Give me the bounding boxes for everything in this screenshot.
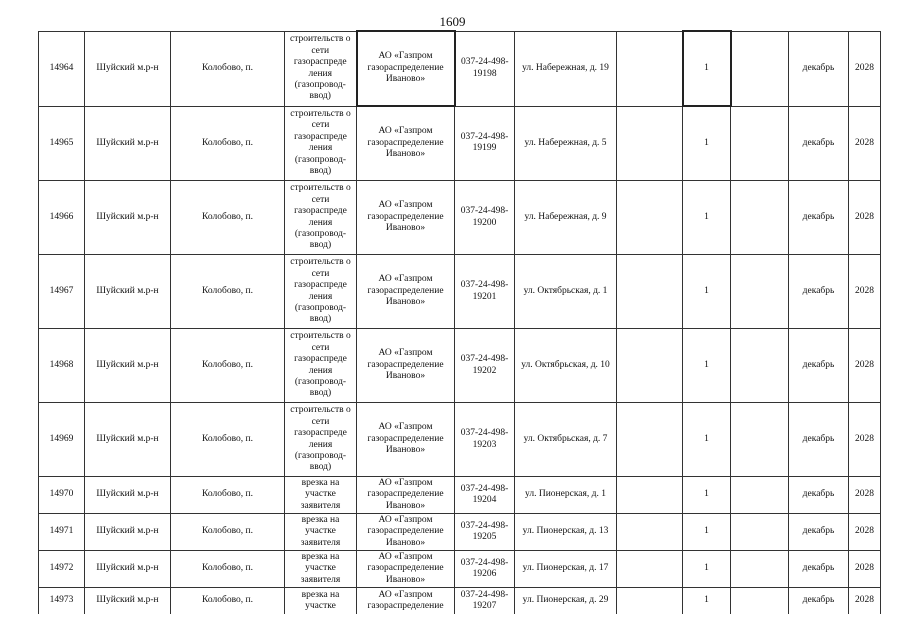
locality-cell: Колобово, п.	[171, 106, 285, 181]
district-cell: Шуйский м.р-н	[85, 31, 171, 106]
row-id: 14969	[39, 403, 85, 477]
row-id: 14972	[39, 551, 85, 588]
work-type-cell: врезка на участке заявителя	[285, 477, 357, 514]
empty-cell	[731, 588, 789, 615]
year-cell: 2028	[849, 255, 881, 329]
month-cell: декабрь	[789, 588, 849, 615]
empty-cell	[731, 329, 789, 403]
table-row	[39, 181, 881, 255]
empty-cell	[617, 551, 683, 588]
locality-cell: Колобово, п.	[171, 551, 285, 588]
year-cell: 2028	[849, 588, 881, 615]
organization-cell: АО «Газпром газораспределение Иваново»	[357, 106, 455, 181]
month-cell: декабрь	[789, 106, 849, 181]
row-id: 14967	[39, 255, 85, 329]
locality-cell: Колобово, п.	[171, 329, 285, 403]
table-row	[39, 255, 881, 329]
empty-cell	[617, 181, 683, 255]
work-type-cell: строительств о сети газораспреде ления (газопровод-ввод)	[285, 255, 357, 329]
organization-cell: АО «Газпром газораспределение Иваново»	[357, 551, 455, 588]
year-cell: 2028	[849, 477, 881, 514]
district-cell: Шуйский м.р-н	[85, 551, 171, 588]
organization-cell: АО «Газпром газораспределение	[357, 588, 455, 615]
year-cell: 2028	[849, 31, 881, 106]
registry-code-cell: 037-24-498-19204	[455, 477, 515, 514]
district-cell: Шуйский м.р-н	[85, 329, 171, 403]
organization-cell: АО «Газпром газораспределение Иваново»	[357, 255, 455, 329]
work-type-cell: строительств о сети газораспреде ления (газопровод-ввод)	[285, 31, 357, 106]
month-cell: декабрь	[789, 31, 849, 106]
empty-cell	[731, 403, 789, 477]
empty-cell	[617, 31, 683, 106]
empty-cell	[731, 106, 789, 181]
quantity-cell: 1	[683, 588, 731, 615]
year-cell: 2028	[849, 181, 881, 255]
quantity-cell: 1	[683, 255, 731, 329]
month-cell: декабрь	[789, 255, 849, 329]
page-number: 1609	[439, 14, 466, 29]
organization-cell: АО «Газпром газораспределение Иваново»	[357, 181, 455, 255]
registry-code-cell: 037-24-498-19207	[455, 588, 515, 615]
address-cell: ул. Пионерская, д. 13	[515, 514, 617, 551]
quantity-cell: 1	[683, 477, 731, 514]
empty-cell	[617, 329, 683, 403]
district-cell: Шуйский м.р-н	[85, 106, 171, 181]
locality-cell: Колобово, п.	[171, 588, 285, 615]
organization-cell: АО «Газпром газораспределение Иваново»	[357, 31, 455, 106]
quantity-cell: 1	[683, 551, 731, 588]
year-cell: 2028	[849, 106, 881, 181]
table-row	[39, 477, 881, 514]
work-type-cell: врезка на участке заявителя	[285, 551, 357, 588]
organization-cell: АО «Газпром газораспределение Иваново»	[357, 514, 455, 551]
registry-code-cell: 037-24-498-19203	[455, 403, 515, 477]
empty-cell	[617, 403, 683, 477]
quantity-cell: 1	[683, 403, 731, 477]
quantity-cell: 1	[683, 31, 731, 106]
year-cell: 2028	[849, 514, 881, 551]
organization-cell: АО «Газпром газораспределение Иваново»	[357, 403, 455, 477]
empty-cell	[617, 106, 683, 181]
row-id: 14965	[39, 106, 85, 181]
organization-cell: АО «Газпром газораспределение Иваново»	[357, 329, 455, 403]
district-cell: Шуйский м.р-н	[85, 477, 171, 514]
registry-code-cell: 037-24-498-19198	[455, 31, 515, 106]
year-cell: 2028	[849, 329, 881, 403]
row-id: 14971	[39, 514, 85, 551]
table-row	[39, 588, 881, 615]
work-type-cell: врезка на участке	[285, 588, 357, 615]
table-row	[39, 514, 881, 551]
address-cell: ул. Октябрьская, д. 1	[515, 255, 617, 329]
district-cell: Шуйский м.р-н	[85, 255, 171, 329]
table-row	[39, 329, 881, 403]
row-id: 14966	[39, 181, 85, 255]
registry-code-cell: 037-24-498-19201	[455, 255, 515, 329]
table-row	[39, 31, 881, 106]
registry-code-cell: 037-24-498-19202	[455, 329, 515, 403]
month-cell: декабрь	[789, 477, 849, 514]
address-cell: ул. Октябрьская, д. 7	[515, 403, 617, 477]
registry-code-cell: 037-24-498-19205	[455, 514, 515, 551]
row-id: 14968	[39, 329, 85, 403]
address-cell: ул. Набережная, д. 19	[515, 31, 617, 106]
organization-cell: АО «Газпром газораспределение Иваново»	[357, 477, 455, 514]
empty-cell	[617, 588, 683, 615]
locality-cell: Колобово, п.	[171, 181, 285, 255]
row-id: 14970	[39, 477, 85, 514]
district-cell: Шуйский м.р-н	[85, 403, 171, 477]
locality-cell: Колобово, п.	[171, 403, 285, 477]
address-cell: ул. Набережная, д. 9	[515, 181, 617, 255]
month-cell: декабрь	[789, 403, 849, 477]
address-cell: ул. Набережная, д. 5	[515, 106, 617, 181]
empty-cell	[731, 181, 789, 255]
table-row	[39, 403, 881, 477]
empty-cell	[731, 31, 789, 106]
month-cell: декабрь	[789, 181, 849, 255]
registry-code-cell: 037-24-498-19200	[455, 181, 515, 255]
district-cell: Шуйский м.р-н	[85, 514, 171, 551]
month-cell: декабрь	[789, 329, 849, 403]
empty-cell	[731, 514, 789, 551]
work-type-cell: врезка на участке заявителя	[285, 514, 357, 551]
address-cell: ул. Пионерская, д. 1	[515, 477, 617, 514]
locality-cell: Колобово, п.	[171, 514, 285, 551]
year-cell: 2028	[849, 551, 881, 588]
address-cell: ул. Пионерская, д. 29	[515, 588, 617, 615]
district-cell: Шуйский м.р-н	[85, 181, 171, 255]
quantity-cell: 1	[683, 106, 731, 181]
table-row	[39, 106, 881, 181]
quantity-cell: 1	[683, 514, 731, 551]
locality-cell: Колобово, п.	[171, 31, 285, 106]
quantity-cell: 1	[683, 181, 731, 255]
quantity-cell: 1	[683, 329, 731, 403]
row-id: 14964	[39, 31, 85, 106]
work-type-cell: строительств о сети газораспреде ления (газопровод-ввод)	[285, 329, 357, 403]
empty-cell	[617, 255, 683, 329]
work-type-cell: строительств о сети газораспреде ления (газопровод-ввод)	[285, 106, 357, 181]
table-row	[39, 551, 881, 588]
address-cell: ул. Октябрьская, д. 10	[515, 329, 617, 403]
empty-cell	[617, 514, 683, 551]
table-body	[39, 31, 881, 614]
empty-cell	[731, 551, 789, 588]
empty-cell	[731, 477, 789, 514]
empty-cell	[731, 255, 789, 329]
registry-code-cell: 037-24-498-19206	[455, 551, 515, 588]
locality-cell: Колобово, п.	[171, 477, 285, 514]
work-type-cell: строительств о сети газораспреде ления (газопровод-ввод)	[285, 181, 357, 255]
empty-cell	[617, 477, 683, 514]
row-id: 14973	[39, 588, 85, 615]
year-cell: 2028	[849, 403, 881, 477]
registry-code-cell: 037-24-498-19199	[455, 106, 515, 181]
register-table	[38, 30, 881, 614]
district-cell: Шуйский м.р-н	[85, 588, 171, 615]
locality-cell: Колобово, п.	[171, 255, 285, 329]
month-cell: декабрь	[789, 514, 849, 551]
work-type-cell: строительств о сети газораспреде ления (газопровод-ввод)	[285, 403, 357, 477]
month-cell: декабрь	[789, 551, 849, 588]
address-cell: ул. Пионерская, д. 17	[515, 551, 617, 588]
